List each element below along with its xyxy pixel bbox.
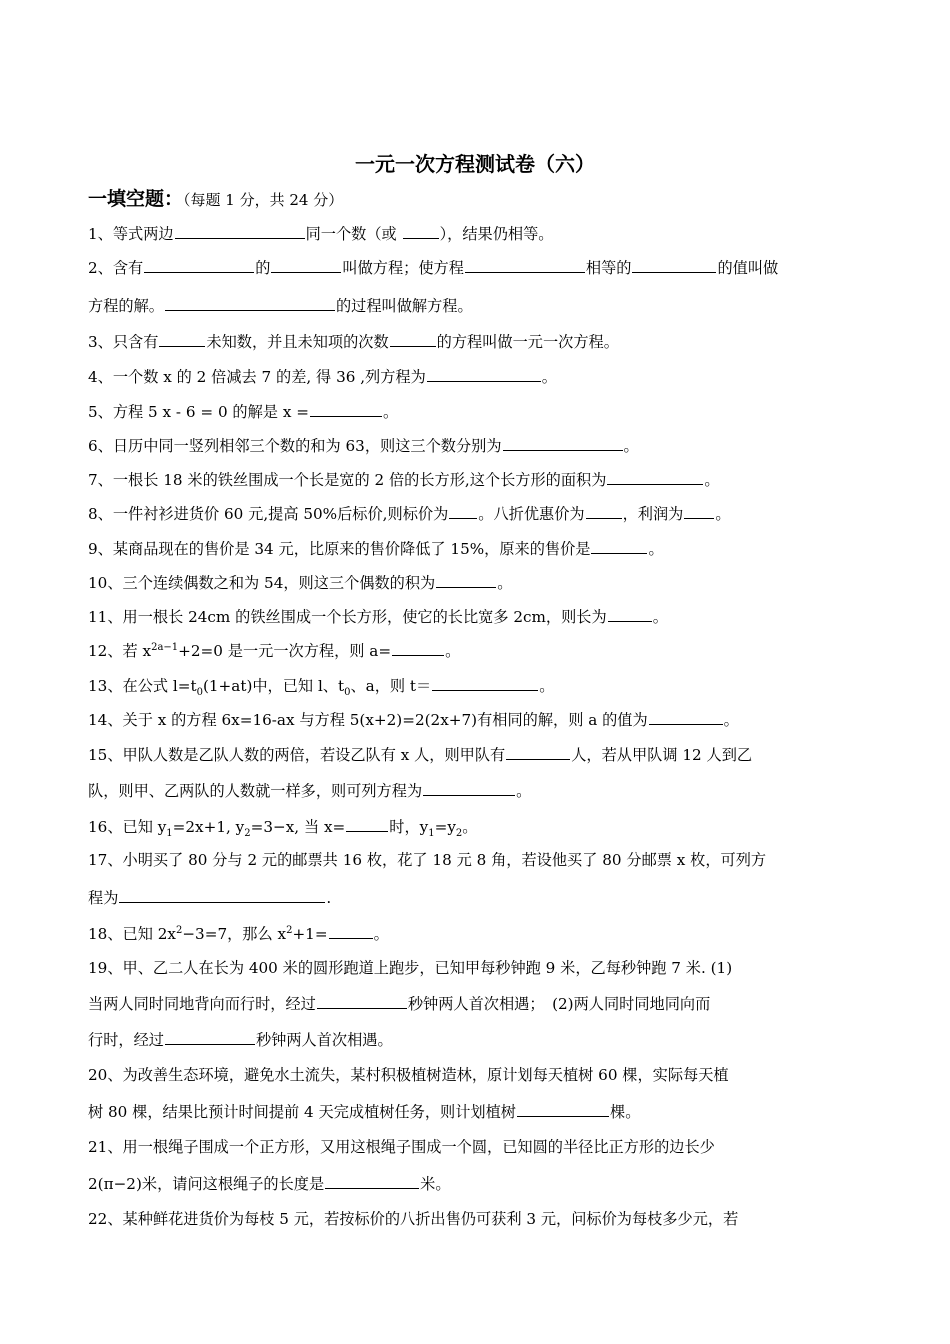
answer-blank[interactable] — [310, 400, 382, 417]
text: 8、一件衬衫进货价 60 元,提高 50%后标价,则标价为 — [88, 505, 449, 523]
text: 18、已知 2x — [88, 925, 176, 943]
text: 12、若 x — [88, 642, 152, 660]
text: 。 — [541, 368, 557, 386]
text: 人，若从甲队调 12 人到乙 — [571, 746, 753, 764]
text: 同一个数（或 — [305, 225, 402, 243]
text: 秒钟两人首次相遇； (2)两人同时同地同向而 — [407, 995, 711, 1013]
text: +1= — [292, 925, 328, 943]
answer-blank[interactable] — [449, 502, 477, 519]
question-13 — [88, 674, 554, 698]
text: 22、某种鲜花进货价为每枝 5 元，若按标价的八折出售仍可获利 3 元，问标价为每枝多少元，若 — [88, 1210, 739, 1228]
answer-blank[interactable] — [423, 779, 515, 796]
text: 方程的解。 — [88, 297, 164, 315]
answer-blank[interactable] — [165, 1028, 255, 1045]
text: . — [326, 889, 332, 907]
answer-blank[interactable] — [432, 674, 538, 691]
answer-blank[interactable] — [436, 571, 496, 588]
text: 的过程叫做解方程。 — [335, 297, 473, 315]
section-note: （每题 1 分，共 24 分） — [183, 191, 344, 209]
question-22 — [88, 1208, 738, 1229]
text: 程为 — [88, 889, 119, 907]
section-heading — [88, 184, 343, 211]
text: 。 — [382, 403, 399, 421]
answer-blank[interactable] — [591, 537, 647, 554]
answer-blank[interactable] — [649, 708, 723, 725]
question-21-cont — [88, 1172, 451, 1194]
question-8 — [88, 502, 731, 524]
text: 5、方程 5 x - 6 = 0 的解是 x = — [88, 403, 309, 421]
text: 时，y — [389, 818, 429, 836]
question-15-cont — [88, 779, 531, 801]
answer-blank[interactable] — [392, 639, 444, 656]
question-18 — [88, 922, 389, 944]
answer-blank[interactable] — [390, 330, 436, 347]
text: 6、日历中同一竖列相邻三个数的和为 63，则这三个数分别为 — [88, 437, 502, 455]
question-17-cont — [88, 886, 331, 908]
text: 17、小明买了 80 分与 2 元的邮票共 16 枚，花了 18 元 8 角，若设他买了 80 分邮票 x 枚，可列方 — [88, 851, 767, 869]
answer-blank[interactable] — [346, 815, 388, 832]
text: ，利润为 — [622, 505, 684, 523]
text: 。 — [715, 505, 731, 523]
text: =2x+1, y — [172, 818, 245, 836]
text: 棵。 — [610, 1103, 641, 1121]
answer-blank[interactable] — [329, 922, 373, 939]
text: =y — [434, 818, 456, 836]
answer-blank[interactable] — [403, 222, 439, 239]
text: 13、在公式 l=t — [88, 677, 197, 695]
exponent: 2 — [286, 924, 293, 936]
subscript: 0 — [344, 687, 351, 699]
question-9 — [88, 537, 664, 559]
text: 。 — [704, 471, 720, 489]
text: 9、某商品现在的售价是 34 元，比原来的售价降低了 15%，原来的售价是 — [88, 540, 591, 558]
answer-blank[interactable] — [586, 502, 622, 519]
subscript: 2 — [455, 828, 463, 840]
text: 。 — [539, 677, 555, 695]
text: 。 — [497, 574, 513, 592]
text: 16、已知 y — [88, 818, 167, 836]
text: 3、只含有 — [88, 333, 159, 351]
text: 10、三个连续偶数之和为 54，则这三个偶数的积为 — [88, 574, 436, 592]
question-2 — [88, 256, 778, 278]
answer-blank[interactable] — [165, 294, 335, 311]
text: 的 — [255, 259, 271, 277]
text: 。 — [462, 818, 478, 836]
answer-blank[interactable] — [159, 330, 205, 347]
text: 的方程叫做一元一次方程。 — [436, 333, 619, 351]
answer-blank[interactable] — [175, 222, 305, 239]
text: 相等的 — [585, 259, 632, 277]
question-19-cont2 — [88, 1028, 393, 1050]
answer-blank[interactable] — [517, 1100, 609, 1117]
text: 。八折优惠价为 — [478, 505, 585, 523]
question-19-cont — [88, 992, 710, 1014]
question-4 — [88, 365, 557, 387]
text: 。 — [723, 711, 739, 729]
exponent: 2a−1 — [151, 641, 179, 653]
text: 当两人同时同地背向而行时，经过 — [88, 995, 316, 1013]
text: 的值叫做 — [717, 259, 779, 277]
answer-blank[interactable] — [632, 256, 716, 273]
text: 叫做方程；使方程 — [342, 259, 464, 277]
answer-blank[interactable] — [427, 365, 541, 382]
text: 。 — [648, 540, 664, 558]
answer-blank[interactable] — [607, 468, 703, 485]
text: ），结果仍相等。 — [439, 225, 554, 243]
text: 。 — [445, 642, 461, 660]
answer-blank[interactable] — [325, 1172, 419, 1189]
text: 树 80 棵，结果比预计时间提前 4 天完成植树任务，则计划植树 — [88, 1103, 516, 1121]
text: 1、等式两边 — [88, 225, 174, 243]
text: 未知数，并且未知项的次数 — [206, 333, 389, 351]
question-15 — [88, 743, 752, 765]
text: 米。 — [420, 1175, 451, 1193]
text: =3−x, 当 x= — [250, 818, 346, 836]
answer-blank[interactable] — [506, 743, 570, 760]
text: 11、用一根长 24cm 的铁丝围成一个长方形，使它的长比宽多 2cm，则长为 — [88, 608, 607, 626]
text: −3=7，那么 x — [182, 925, 287, 943]
question-19 — [88, 957, 732, 978]
text: 。 — [373, 925, 389, 943]
question-16 — [88, 815, 477, 839]
text: 。 — [516, 782, 532, 800]
question-17 — [88, 849, 766, 870]
answer-blank[interactable] — [608, 605, 652, 622]
answer-blank[interactable] — [271, 256, 341, 273]
text: 2(π−2)米，请问这根绳子的长度是 — [88, 1175, 325, 1193]
answer-blank[interactable] — [144, 256, 254, 273]
question-3 — [88, 330, 619, 352]
text: 。 — [652, 608, 668, 626]
question-10 — [88, 571, 512, 593]
question-5 — [88, 400, 398, 422]
text: +2=0 是一元一次方程，则 a= — [178, 642, 392, 660]
answer-blank[interactable] — [503, 434, 623, 451]
text: 。 — [623, 437, 639, 455]
text: 14、关于 x 的方程 6x=16-ax 与方程 5(x+2)=2(2x+7)有相同的解，则 a 的值为 — [88, 711, 648, 729]
question-1 — [88, 222, 553, 244]
text: 7、一根长 18 米的铁丝围成一个长是宽的 2 倍的长方形,这个长方形的面积为 — [88, 471, 607, 489]
question-12 — [88, 639, 460, 661]
answer-blank[interactable] — [684, 502, 714, 519]
subscript: 2 — [244, 828, 251, 840]
text: 、a，则 t＝ — [350, 677, 432, 695]
text: 秒钟两人首次相遇。 — [255, 1031, 393, 1049]
text: 4、一个数 x 的 2 倍减去 7 的差, 得 36 ,列方程为 — [88, 368, 426, 386]
answer-blank[interactable] — [317, 992, 407, 1009]
text: 20、为改善生态环境，避免水土流失，某村积极植树造林，原计划每天植树 60 棵，实际每天植 — [88, 1066, 729, 1084]
question-21 — [88, 1136, 715, 1157]
subscript: 1 — [166, 828, 173, 840]
text: 19、甲、乙二人在长为 400 米的圆形跑道上跑步，已知甲每秒钟跑 9 米，乙每秒钟跑 7 米. (1) — [88, 959, 733, 977]
text: 2、含有 — [88, 259, 144, 277]
answer-blank[interactable] — [119, 886, 325, 903]
text: 15、甲队人数是乙队人数的两倍，若设乙队有 x 人，则甲队有 — [88, 746, 506, 764]
question-20 — [88, 1064, 729, 1085]
subscript: 1 — [428, 828, 435, 840]
subscript: 0 — [196, 687, 203, 699]
exponent: 2 — [175, 924, 183, 936]
question-11 — [88, 605, 668, 627]
answer-blank[interactable] — [465, 256, 585, 273]
question-2-cont — [88, 294, 473, 316]
text: (1+at)中，已知 l、t — [202, 677, 345, 695]
question-7 — [88, 468, 720, 490]
page-title: 一元一次方程测试卷（六） — [355, 152, 595, 176]
question-14 — [88, 708, 739, 730]
question-20-cont — [88, 1100, 640, 1122]
text: 队，则甲、乙两队的人数就一样多，则可列方程为 — [88, 782, 423, 800]
text: 21、用一根绳子围成一个正方形，又用这根绳子围成一个圆，已知圆的半径比正方形的边长少 — [88, 1138, 715, 1156]
section-title: 一填空题： — [88, 188, 184, 210]
question-6 — [88, 434, 639, 456]
text: 行时，经过 — [88, 1031, 164, 1049]
